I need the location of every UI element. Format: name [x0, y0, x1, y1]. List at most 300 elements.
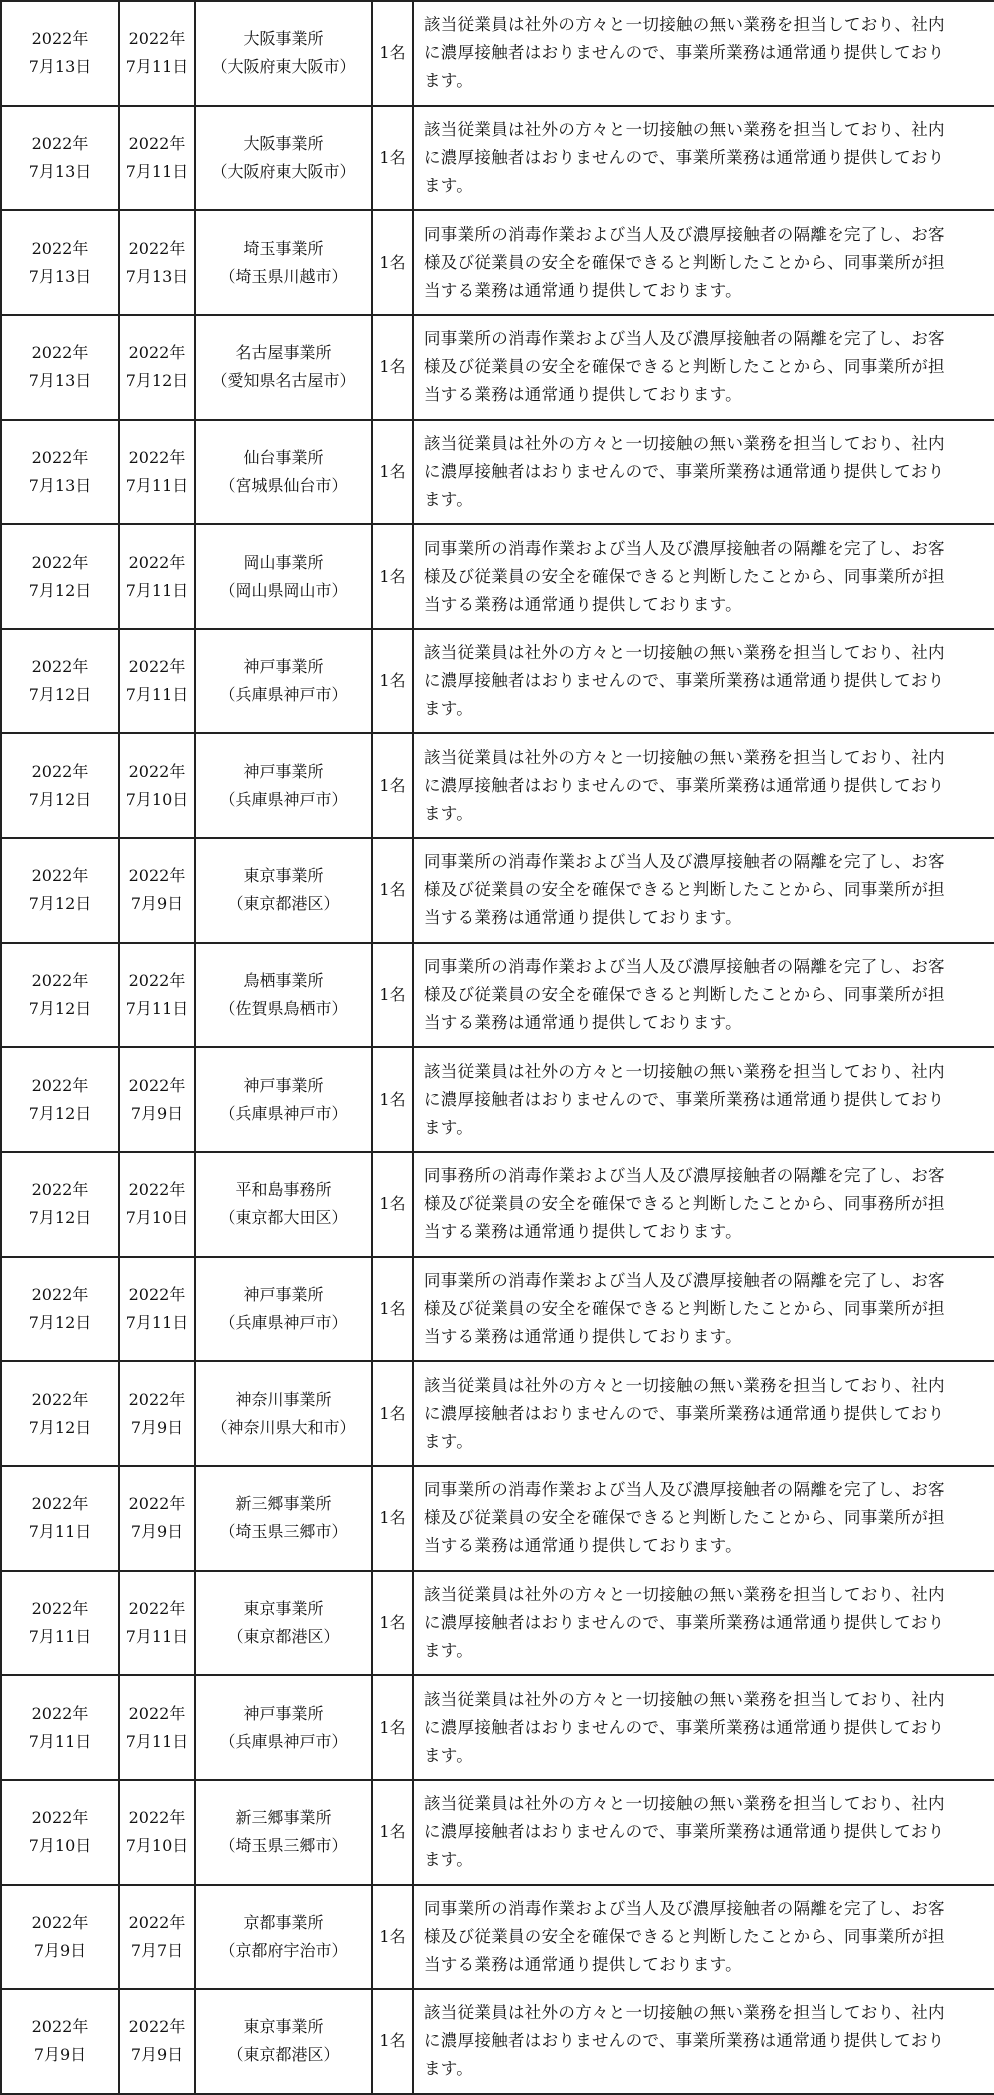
detail-cell [413, 1675, 994, 1780]
table-row [1, 1571, 994, 1676]
office-name: 埼玉事業所 [243, 238, 324, 258]
table-row [1, 1780, 994, 1885]
onset-day: 7月13日 [125, 266, 189, 286]
detail-line: ます。 [424, 2059, 474, 2079]
detail-line: 当する業務は通常通り提供しております。 [424, 1327, 742, 1346]
detail-line: 該当従業員は社外の方々と一切接触の無い業務を担当しており、社内 [424, 1689, 945, 1709]
office-name: 神奈川事業所 [235, 1389, 332, 1409]
report-date-cell [1, 1885, 119, 1990]
report-day: 7月12日 [28, 999, 92, 1019]
infected-count: 1名 [379, 252, 406, 272]
onset-year: 2022年 [128, 1285, 186, 1304]
report-date-cell [1, 1257, 119, 1362]
office-name: 岡山事業所 [243, 552, 324, 572]
office-name: 神戸事業所 [243, 761, 324, 781]
count-cell [372, 1, 413, 106]
onset-day: 7月9日 [130, 1522, 184, 1542]
detail-cell [413, 1047, 994, 1152]
onset-date-cell [119, 1257, 195, 1362]
office-location: （岡山県岡山市） [219, 580, 348, 600]
report-day: 7月12日 [28, 1103, 92, 1123]
detail-line: 様及び従業員の安全を確保できると判断したことから、同事業所が担 [424, 566, 945, 586]
detail-line: 同事業所の消毒作業および当人及び濃厚接触者の隔離を完了し、お客 [424, 224, 945, 244]
table-row [1, 1466, 994, 1571]
onset-year: 2022年 [128, 133, 186, 153]
office-cell [195, 524, 372, 629]
detail-cell [413, 210, 994, 315]
table-body [1, 1, 994, 2094]
report-day: 7月12日 [28, 894, 92, 914]
onset-year: 2022年 [128, 552, 186, 572]
office-location: （神奈川県大和市） [211, 1417, 356, 1437]
detail-cell [413, 1257, 994, 1362]
detail-line: 様及び従業員の安全を確保できると判断したことから、同事業所が担 [424, 252, 945, 272]
onset-year: 2022年 [128, 866, 186, 886]
report-year: 2022年 [31, 2017, 89, 2037]
detail-line: 同事業所の消毒作業および当人及び濃厚接触者の隔離を完了し、お客 [424, 1480, 945, 1500]
detail-line: 同事業所の消毒作業および当人及び濃厚接触者の隔離を完了し、お客 [424, 1898, 945, 1918]
office-cell [195, 1152, 372, 1257]
detail-line: に濃厚接触者はおりませんので、事業所業務は通常通り提供しており [424, 147, 945, 167]
report-day: 7月13日 [28, 57, 92, 77]
report-date-cell [1, 838, 119, 943]
onset-day: 7月11日 [125, 1313, 189, 1332]
onset-day: 7月11日 [125, 1626, 189, 1646]
count-cell [372, 1047, 413, 1152]
detail-cell [413, 1989, 994, 2094]
count-cell [372, 1780, 413, 1885]
report-day: 7月11日 [28, 1731, 92, 1751]
infected-count: 1名 [379, 461, 406, 481]
onset-date-cell [119, 1466, 195, 1571]
detail-cell [413, 1780, 994, 1885]
report-year: 2022年 [31, 657, 89, 677]
report-year: 2022年 [31, 1180, 89, 1200]
infected-count: 1名 [379, 985, 406, 1005]
office-cell [195, 1257, 372, 1362]
report-date-cell [1, 1675, 119, 1780]
onset-date-cell [119, 210, 195, 315]
onset-date-cell [119, 420, 195, 525]
office-location: （兵庫県神戸市） [219, 1313, 348, 1332]
table-row [1, 733, 994, 838]
onset-date-cell [119, 315, 195, 420]
detail-line: 様及び従業員の安全を確保できると判断したことから、同事務所が担 [424, 1194, 945, 1214]
detail-line: ます。 [424, 1850, 474, 1870]
detail-line: 同事業所の消毒作業および当人及び濃厚接触者の隔離を完了し、お客 [424, 538, 945, 558]
onset-date-cell [119, 943, 195, 1048]
report-day: 7月13日 [28, 266, 92, 286]
office-cell [195, 838, 372, 943]
detail-line: に濃厚接触者はおりませんので、事業所業務は通常通り提供しており [424, 775, 945, 795]
office-location: （大阪府東大阪市） [211, 57, 356, 77]
detail-line: 該当従業員は社外の方々と一切接触の無い業務を担当しており、社内 [424, 1375, 945, 1395]
office-location: （埼玉県三郷市） [219, 1522, 348, 1542]
detail-line: 該当従業員は社外の方々と一切接触の無い業務を担当しており、社内 [424, 433, 945, 453]
report-date-cell [1, 420, 119, 525]
onset-year: 2022年 [128, 971, 186, 991]
office-cell [195, 629, 372, 734]
detail-line: に濃厚接触者はおりませんので、事業所業務は通常通り提供しており [424, 1089, 945, 1109]
report-year: 2022年 [31, 1703, 89, 1723]
infected-count: 1名 [379, 1717, 406, 1737]
office-name: 東京事業所 [243, 866, 324, 886]
detail-cell [413, 1152, 994, 1257]
count-cell [372, 1571, 413, 1676]
onset-day: 7月11日 [125, 57, 189, 77]
detail-line: 当する業務は通常通り提供しております。 [424, 1013, 742, 1033]
detail-line: 同事業所の消毒作業および当人及び濃厚接触者の隔離を完了し、お客 [424, 329, 945, 349]
onset-year: 2022年 [128, 343, 186, 363]
onset-date-cell [119, 1047, 195, 1152]
detail-line: に濃厚接触者はおりませんので、事業所業務は通常通り提供しており [424, 1717, 945, 1737]
detail-cell [413, 524, 994, 629]
count-cell [372, 943, 413, 1048]
table-row [1, 1989, 994, 2094]
onset-day: 7月11日 [125, 475, 189, 495]
office-location: （東京都港区） [227, 2045, 340, 2065]
report-date-cell [1, 1047, 119, 1152]
detail-cell [413, 420, 994, 525]
detail-line: 該当従業員は社外の方々と一切接触の無い業務を担当しており、社内 [424, 1584, 945, 1604]
count-cell [372, 838, 413, 943]
report-year: 2022年 [31, 29, 89, 49]
onset-year: 2022年 [128, 447, 186, 467]
detail-line: 様及び従業員の安全を確保できると判断したことから、同事業所が担 [424, 1508, 945, 1528]
detail-line: 様及び従業員の安全を確保できると判断したことから、同事業所が担 [424, 985, 945, 1005]
onset-year: 2022年 [128, 29, 186, 49]
infected-count: 1名 [379, 1926, 406, 1946]
report-day: 7月12日 [28, 580, 92, 600]
report-date-cell [1, 1152, 119, 1257]
detail-line: 同事業所の消毒作業および当人及び濃厚接触者の隔離を完了し、お客 [424, 852, 945, 872]
detail-line: に濃厚接触者はおりませんので、事業所業務は通常通り提供しており [424, 43, 945, 63]
detail-line: ます。 [424, 1117, 474, 1137]
office-cell [195, 943, 372, 1048]
report-year: 2022年 [31, 1075, 89, 1095]
detail-line: に濃厚接触者はおりませんので、事業所業務は通常通り提供しており [424, 671, 945, 691]
onset-day: 7月11日 [125, 685, 189, 705]
infected-count: 1名 [379, 1508, 406, 1528]
detail-line: 該当従業員は社外の方々と一切接触の無い業務を担当しており、社内 [424, 119, 945, 139]
count-cell [372, 315, 413, 420]
detail-cell [413, 1885, 994, 1990]
table-row [1, 420, 994, 525]
onset-day: 7月10日 [125, 789, 189, 809]
office-location: （愛知県名古屋市） [211, 371, 356, 391]
report-date-cell [1, 629, 119, 734]
onset-year: 2022年 [128, 238, 186, 258]
onset-year: 2022年 [128, 1389, 186, 1409]
office-name: 東京事業所 [243, 2017, 324, 2037]
detail-cell [413, 1, 994, 106]
infected-count: 1名 [379, 880, 406, 900]
detail-cell [413, 1466, 994, 1571]
report-day: 7月12日 [28, 1417, 92, 1437]
office-location: （兵庫県神戸市） [219, 685, 348, 705]
table-row [1, 524, 994, 629]
onset-date-cell [119, 1152, 195, 1257]
report-day: 7月13日 [28, 371, 92, 391]
table-row [1, 1, 994, 106]
detail-cell [413, 629, 994, 734]
onset-day: 7月7日 [130, 1940, 184, 1960]
infected-count: 1名 [379, 2031, 406, 2051]
office-location: （埼玉県三郷市） [219, 1836, 348, 1856]
report-date-cell [1, 733, 119, 838]
report-day: 7月13日 [28, 161, 92, 181]
office-name: 大阪事業所 [243, 29, 324, 49]
office-location: （東京都港区） [227, 894, 340, 914]
count-cell [372, 1675, 413, 1780]
infected-count: 1名 [379, 671, 406, 691]
office-cell [195, 1, 372, 106]
office-cell [195, 1571, 372, 1676]
report-day: 7月11日 [28, 1522, 92, 1542]
infected-count: 1名 [379, 1822, 406, 1842]
office-name: 大阪事業所 [243, 133, 324, 153]
report-date-cell [1, 1361, 119, 1466]
count-cell [372, 210, 413, 315]
report-year: 2022年 [31, 552, 89, 572]
table-row [1, 106, 994, 211]
onset-day: 7月11日 [125, 580, 189, 600]
detail-line: 同事務所の消毒作業および当人及び濃厚接触者の隔離を完了し、お客 [424, 1166, 945, 1186]
infected-count: 1名 [379, 1403, 406, 1423]
infected-count: 1名 [379, 43, 406, 63]
table-row [1, 1257, 994, 1362]
onset-date-cell [119, 1780, 195, 1885]
detail-cell [413, 1361, 994, 1466]
detail-line: 当する業務は通常通り提供しております。 [424, 1954, 742, 1974]
count-cell [372, 1361, 413, 1466]
onset-day: 7月10日 [125, 1208, 189, 1228]
count-cell [372, 1885, 413, 1990]
count-cell [372, 629, 413, 734]
onset-day: 7月9日 [130, 2045, 184, 2065]
detail-line: 該当従業員は社外の方々と一切接触の無い業務を担当しており、社内 [424, 15, 945, 35]
detail-line: 当する業務は通常通り提供しております。 [424, 385, 742, 405]
detail-line: 該当従業員は社外の方々と一切接触の無い業務を担当しており、社内 [424, 1061, 945, 1081]
office-name: 神戸事業所 [243, 657, 324, 677]
onset-day: 7月9日 [130, 1417, 184, 1437]
report-date-cell [1, 943, 119, 1048]
detail-line: ます。 [424, 175, 474, 195]
office-name: 神戸事業所 [243, 1285, 324, 1304]
report-year: 2022年 [31, 866, 89, 886]
report-day: 7月12日 [28, 789, 92, 809]
report-year: 2022年 [31, 761, 89, 781]
onset-year: 2022年 [128, 1180, 186, 1200]
onset-date-cell [119, 838, 195, 943]
count-cell [372, 1466, 413, 1571]
office-cell [195, 1989, 372, 2094]
infected-count: 1名 [379, 1194, 406, 1214]
table-row [1, 943, 994, 1048]
onset-year: 2022年 [128, 1075, 186, 1095]
report-date-cell [1, 315, 119, 420]
table-row [1, 1885, 994, 1990]
table-row [1, 629, 994, 734]
detail-line: ます。 [424, 71, 474, 91]
office-cell [195, 1675, 372, 1780]
office-name: 仙台事業所 [243, 447, 324, 467]
detail-line: ます。 [424, 1431, 474, 1451]
detail-line: ます。 [424, 803, 474, 823]
count-cell [372, 106, 413, 211]
report-day: 7月9日 [33, 2045, 87, 2065]
report-day: 7月9日 [33, 1940, 87, 1960]
detail-cell [413, 838, 994, 943]
office-cell [195, 315, 372, 420]
report-year: 2022年 [31, 343, 89, 363]
report-date-cell [1, 210, 119, 315]
report-year: 2022年 [31, 1808, 89, 1828]
detail-line: 該当従業員は社外の方々と一切接触の無い業務を担当しており、社内 [424, 1794, 945, 1814]
detail-line: に濃厚接触者はおりませんので、事業所業務は通常通り提供しており [424, 1822, 945, 1842]
office-name: 平和島事務所 [235, 1180, 332, 1200]
detail-line: 同事業所の消毒作業および当人及び濃厚接触者の隔離を完了し、お客 [424, 1271, 945, 1290]
detail-cell [413, 106, 994, 211]
report-day: 7月12日 [28, 1208, 92, 1228]
onset-date-cell [119, 629, 195, 734]
detail-line: 当する業務は通常通り提供しております。 [424, 280, 742, 300]
count-cell [372, 1257, 413, 1362]
detail-cell [413, 943, 994, 1048]
detail-cell [413, 1571, 994, 1676]
office-cell [195, 1885, 372, 1990]
infected-count: 1名 [379, 357, 406, 377]
office-name: 神戸事業所 [243, 1075, 324, 1095]
report-day: 7月11日 [28, 1626, 92, 1646]
onset-year: 2022年 [128, 761, 186, 781]
infected-count: 1名 [379, 1089, 406, 1109]
detail-line: 様及び従業員の安全を確保できると判断したことから、同事業所が担 [424, 880, 945, 900]
office-name: 新三郷事業所 [235, 1808, 332, 1828]
report-date-cell [1, 1780, 119, 1885]
office-location: （埼玉県川越市） [219, 266, 348, 286]
count-cell [372, 420, 413, 525]
onset-date-cell [119, 733, 195, 838]
detail-line: 当する業務は通常通り提供しております。 [424, 594, 742, 614]
report-date-cell [1, 524, 119, 629]
table-row [1, 838, 994, 943]
office-location: （兵庫県神戸市） [219, 1103, 348, 1123]
onset-date-cell [119, 1, 195, 106]
office-cell [195, 106, 372, 211]
detail-line: に濃厚接触者はおりませんので、事業所業務は通常通り提供しており [424, 1612, 945, 1632]
onset-date-cell [119, 1885, 195, 1990]
report-year: 2022年 [31, 971, 89, 991]
onset-day: 7月12日 [125, 371, 189, 391]
onset-date-cell [119, 1571, 195, 1676]
detail-line: に濃厚接触者はおりませんので、事業所業務は通常通り提供しており [424, 2031, 945, 2051]
detail-line: 該当従業員は社外の方々と一切接触の無い業務を担当しており、社内 [424, 643, 945, 663]
detail-line: に濃厚接触者はおりませんので、事業所業務は通常通り提供しており [424, 1403, 945, 1423]
office-cell [195, 210, 372, 315]
office-location: （大阪府東大阪市） [211, 161, 356, 181]
onset-date-cell [119, 524, 195, 629]
office-cell [195, 420, 372, 525]
office-name: 新三郷事業所 [235, 1494, 332, 1514]
onset-day: 7月11日 [125, 1731, 189, 1751]
infected-count: 1名 [379, 1299, 406, 1318]
infected-count: 1名 [379, 775, 406, 795]
detail-line: 当する業務は通常通り提供しております。 [424, 1222, 742, 1242]
infected-count: 1名 [379, 566, 406, 586]
table-row [1, 1152, 994, 1257]
office-cell [195, 1780, 372, 1885]
report-day: 7月10日 [28, 1836, 92, 1856]
report-year: 2022年 [31, 1598, 89, 1618]
office-location: （宮城県仙台市） [219, 475, 348, 495]
report-date-cell [1, 1466, 119, 1571]
detail-line: ます。 [424, 1640, 474, 1660]
onset-year: 2022年 [128, 1598, 186, 1618]
onset-year: 2022年 [128, 1703, 186, 1723]
infected-count: 1名 [379, 147, 406, 167]
detail-line: 当する業務は通常通り提供しております。 [424, 908, 742, 928]
office-location: （東京都大田区） [219, 1208, 348, 1228]
detail-line: ます。 [424, 489, 474, 509]
office-cell [195, 1047, 372, 1152]
detail-line: 該当従業員は社外の方々と一切接触の無い業務を担当しており、社内 [424, 747, 945, 767]
onset-year: 2022年 [128, 1912, 186, 1932]
count-cell [372, 1989, 413, 2094]
report-day: 7月12日 [28, 1313, 92, 1332]
onset-day: 7月9日 [130, 1103, 184, 1123]
office-location: （佐賀県鳥栖市） [219, 999, 348, 1019]
onset-day: 7月11日 [125, 999, 189, 1019]
detail-cell [413, 315, 994, 420]
office-name: 鳥栖事業所 [243, 971, 324, 991]
onset-day: 7月9日 [130, 894, 184, 914]
table-row [1, 210, 994, 315]
office-location: （京都府宇治市） [219, 1940, 348, 1960]
office-name: 東京事業所 [243, 1598, 324, 1618]
detail-cell [413, 733, 994, 838]
table-row [1, 315, 994, 420]
table-row [1, 1047, 994, 1152]
onset-year: 2022年 [128, 1494, 186, 1514]
detail-line: ます。 [424, 1745, 474, 1765]
report-year: 2022年 [31, 133, 89, 153]
count-cell [372, 1152, 413, 1257]
office-location: （兵庫県神戸市） [219, 1731, 348, 1751]
detail-line: 様及び従業員の安全を確保できると判断したことから、同事業所が担 [424, 357, 945, 377]
onset-day: 7月11日 [125, 161, 189, 181]
detail-line: 同事業所の消毒作業および当人及び濃厚接触者の隔離を完了し、お客 [424, 957, 945, 977]
onset-date-cell [119, 1989, 195, 2094]
detail-line: 様及び従業員の安全を確保できると判断したことから、同事業所が担 [424, 1926, 945, 1946]
onset-date-cell [119, 106, 195, 211]
onset-year: 2022年 [128, 1808, 186, 1828]
report-year: 2022年 [31, 238, 89, 258]
report-date-cell [1, 106, 119, 211]
onset-date-cell [119, 1361, 195, 1466]
detail-line: 当する業務は通常通り提供しております。 [424, 1536, 742, 1556]
report-date-cell [1, 1, 119, 106]
office-location: （東京都港区） [227, 1626, 340, 1646]
report-day: 7月13日 [28, 475, 92, 495]
office-name: 京都事業所 [243, 1912, 324, 1932]
report-day: 7月12日 [28, 685, 92, 705]
detail-line: に濃厚接触者はおりませんので、事業所業務は通常通り提供しており [424, 461, 945, 481]
table-row [1, 1361, 994, 1466]
onset-day: 7月10日 [125, 1836, 189, 1856]
report-date-cell [1, 1571, 119, 1676]
report-year: 2022年 [31, 1494, 89, 1514]
